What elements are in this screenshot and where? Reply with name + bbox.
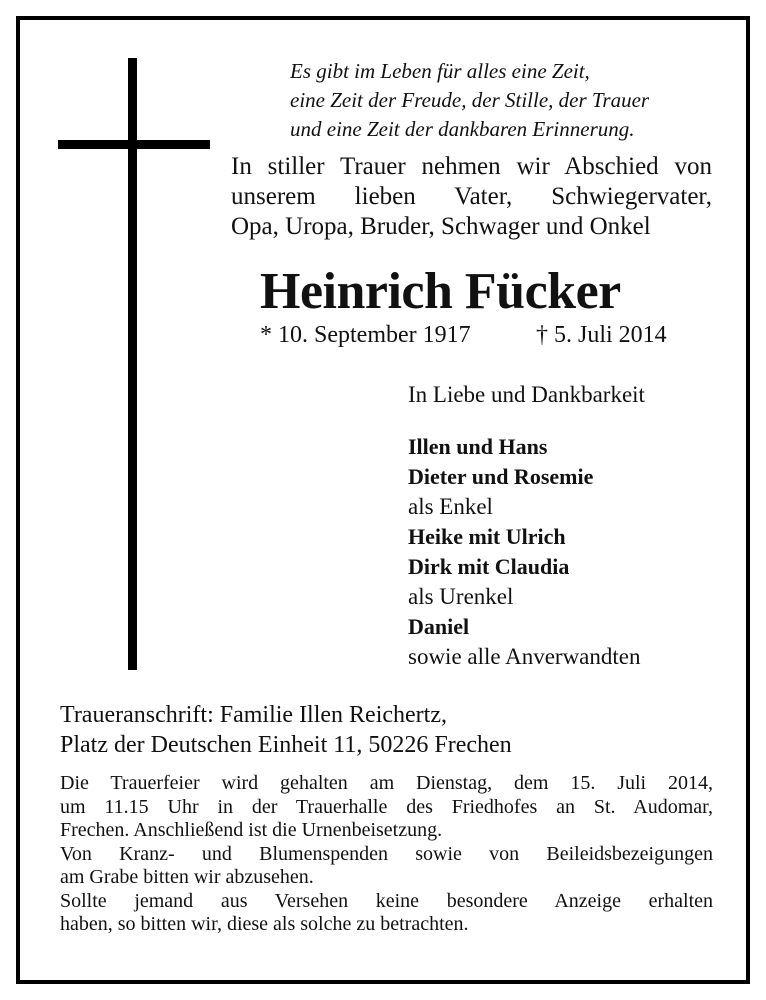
deceased-name: Heinrich Fücker (260, 263, 621, 320)
motto-line: Es gibt im Leben für alles eine Zeit, (290, 59, 590, 83)
family-closing: sowie alle Anverwandten (408, 644, 641, 669)
mourner-grandchildren: Heike mit Ulrich (408, 524, 566, 549)
notice-line: um 11.15 Uhr in der Trauerhalle des Friedhofes an St. Audomar, (60, 795, 713, 818)
notice-line: Die Trauerfeier wird gehalten am Dienstag, dem 15. Juli 2014, (60, 772, 713, 794)
funeral-notice (60, 772, 713, 937)
intro-line: Opa, Uropa, Bruder, Schwager und Onkel (231, 213, 651, 240)
intro-line: unserem lieben Vater, Schwiegervater, (231, 183, 712, 210)
grandchildren-label: als Enkel (408, 494, 493, 519)
announcement-intro (231, 152, 712, 242)
notice-line: Sollte jemand aus Versehen keine besondere Anzeige erhalten (60, 889, 713, 912)
motto-verse (290, 57, 649, 144)
address-line: Traueranschrift: Familie Illen Reichertz, (60, 702, 447, 728)
mourning-address (60, 700, 512, 760)
cross-horizontal-bar (58, 140, 210, 149)
life-dates (260, 322, 680, 349)
mourner-great-grandchild: Daniel (408, 614, 470, 639)
notice-line: haben, so bitten wir, diese als solche zu betrachten. (60, 913, 469, 935)
notice-line: Von Kranz- und Blumenspenden sowie von Beileidsbezeigungen (60, 842, 713, 865)
great-grandchildren-label: als Urenkel (408, 584, 514, 609)
mourners-list (408, 380, 645, 672)
notice-line: am Grabe bitten wir abzusehen. (60, 866, 314, 888)
mourner-children: Illen und Hans (408, 434, 548, 459)
notice-line: Frechen. Anschließend ist die Urnenbeisetzung. (60, 819, 443, 841)
cross-vertical-bar (128, 58, 137, 670)
family-intro: In Liebe und Dankbarkeit (408, 382, 645, 407)
motto-line: eine Zeit der Freude, der Stille, der Trauer (290, 88, 650, 112)
address-line: Platz der Deutschen Einheit 11, 50226 Frechen (60, 732, 512, 758)
death-date: † 5. Juli 2014 (536, 322, 667, 348)
motto-line: und eine Zeit der dankbaren Erinnerung. (290, 117, 635, 141)
intro-line: In stiller Trauer nehmen wir Abschied von (231, 153, 712, 180)
mourner-children: Dieter und Rosemie (408, 464, 594, 489)
mourner-grandchildren: Dirk mit Claudia (408, 554, 570, 579)
birth-date: * 10. September 1917 (260, 322, 471, 348)
